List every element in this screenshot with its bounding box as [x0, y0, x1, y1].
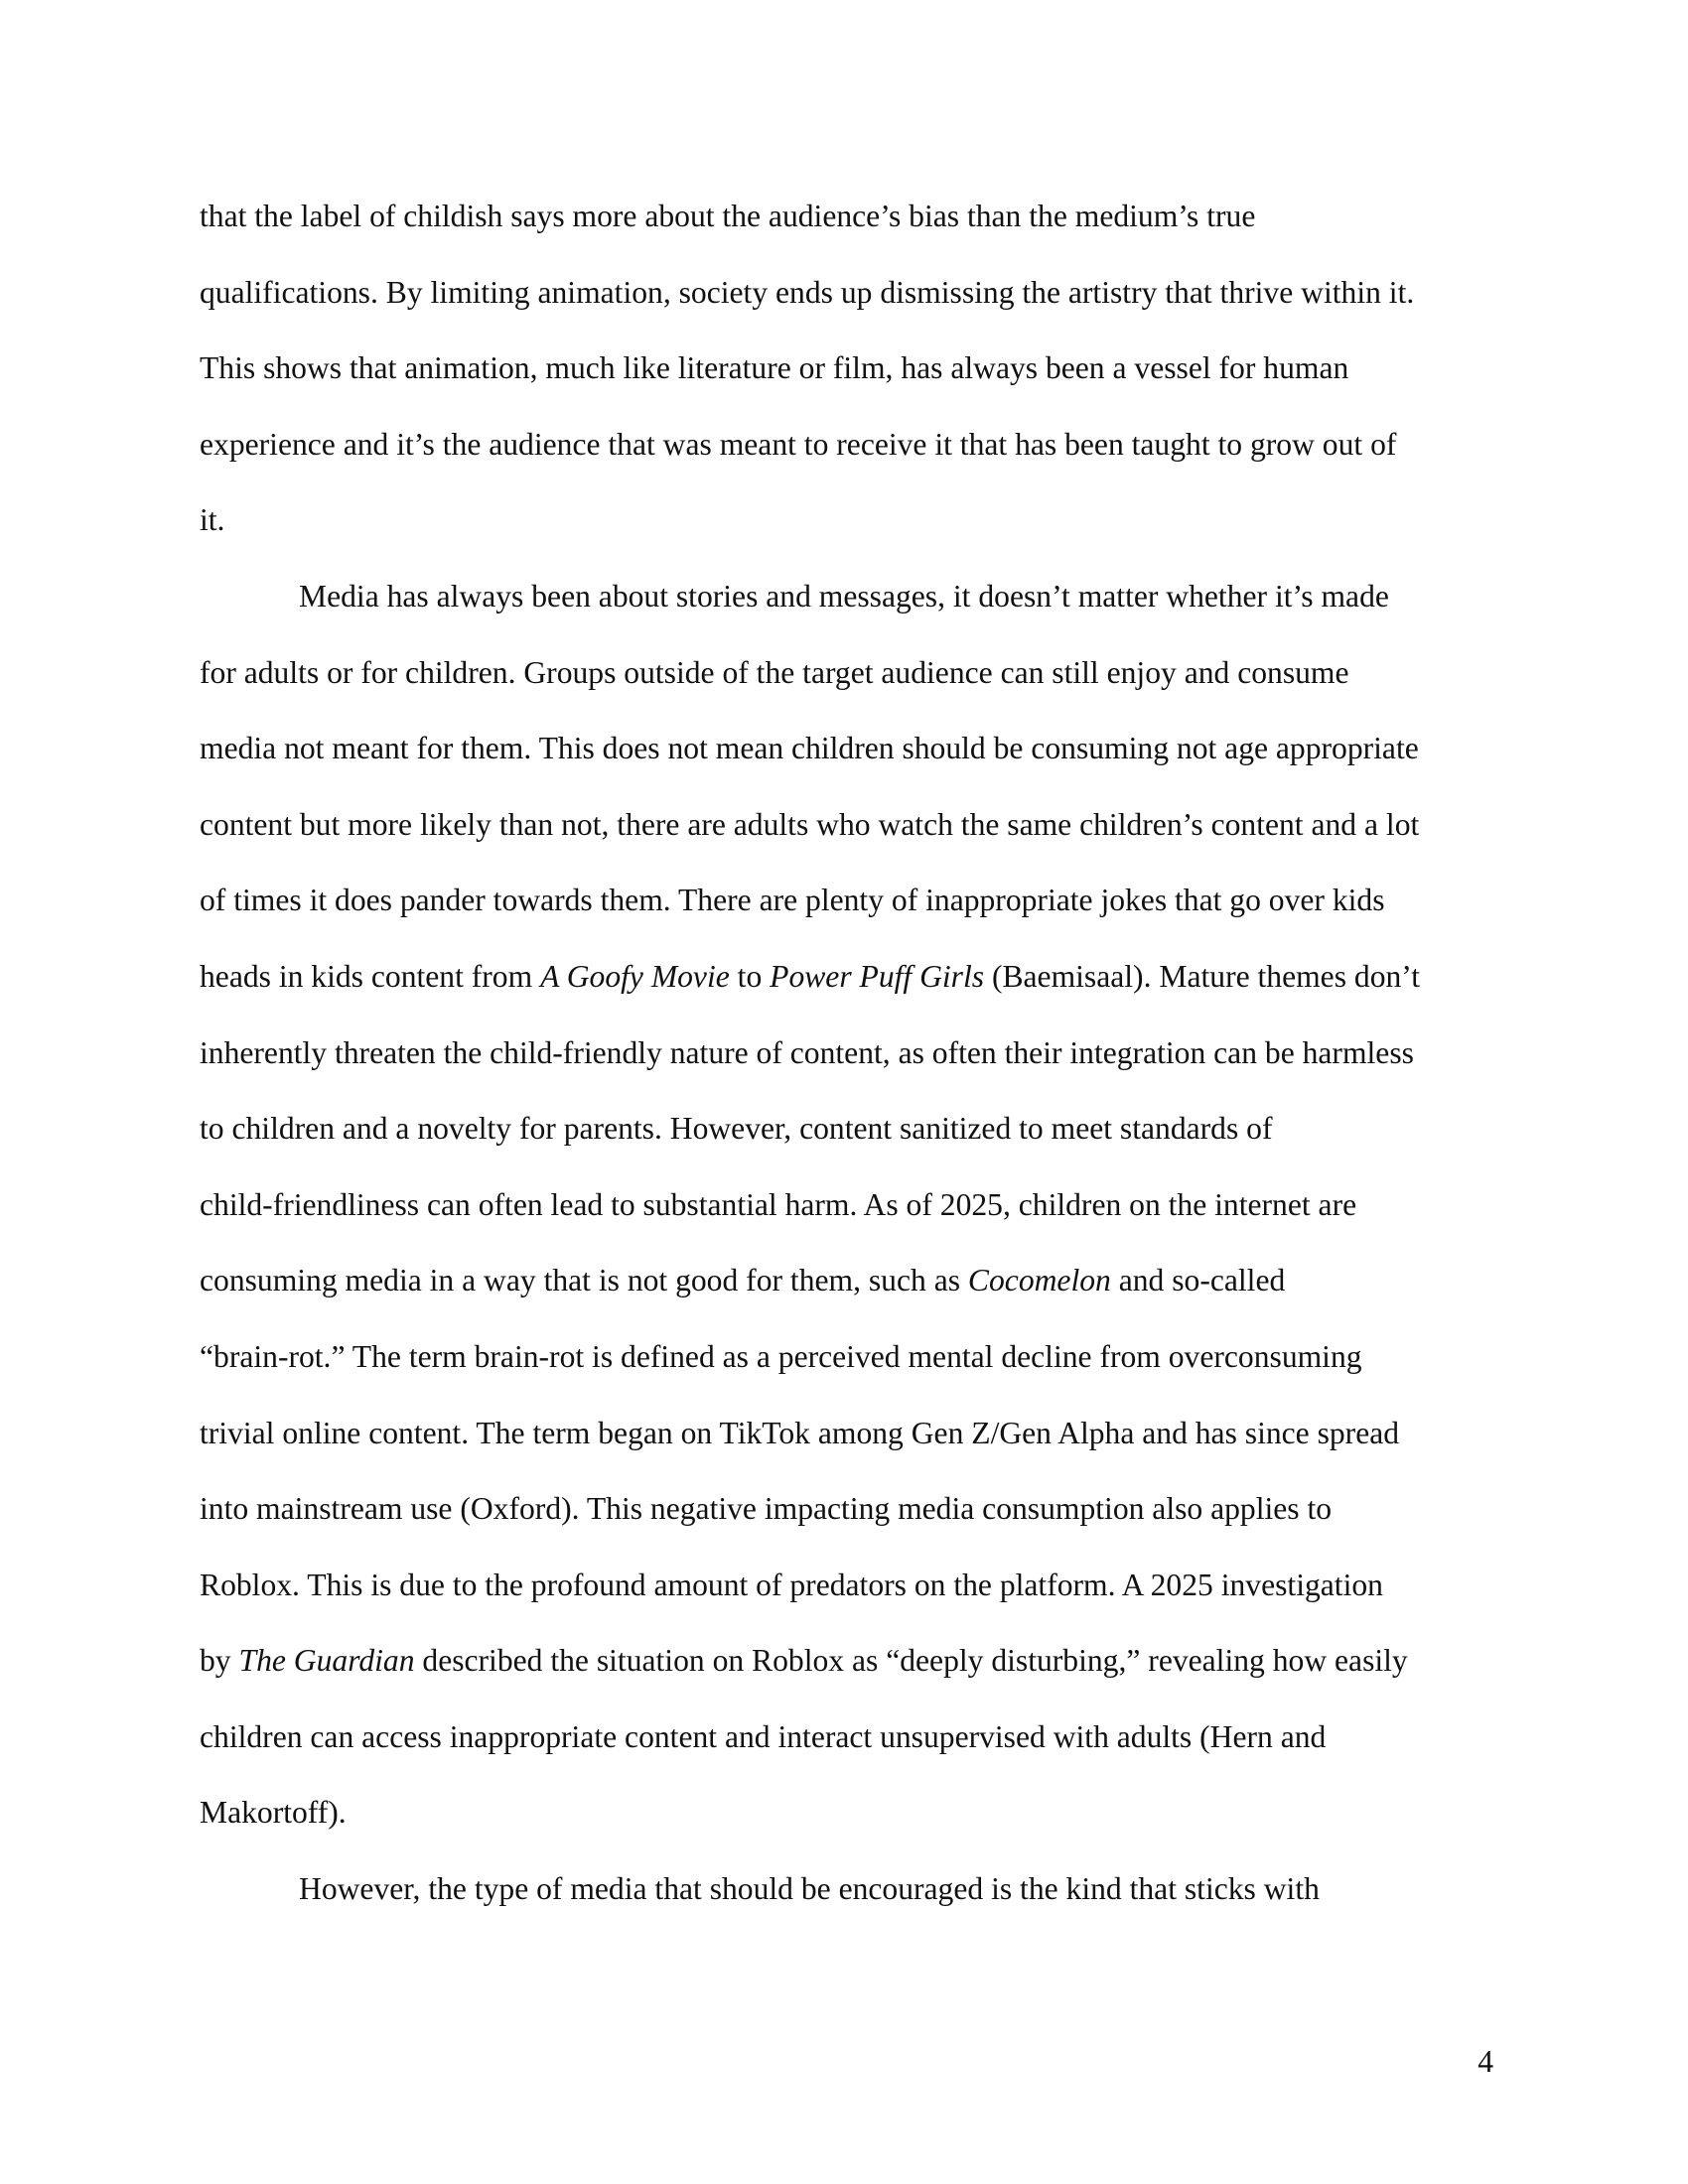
text-line: [200, 1016, 1495, 1092]
text-segment: and so-called: [1110, 1263, 1286, 1298]
text-line: [200, 1851, 1495, 1928]
italic-title-text: Power Puff Girls: [770, 958, 985, 994]
text-line: [200, 1319, 1495, 1396]
essay-body-text: [200, 179, 1495, 1928]
text-line: [200, 1700, 1495, 1776]
text-segment: child-friendliness can often lead to substantial harm. As of 2025, children on the internet are: [200, 1186, 1357, 1222]
text-segment: qualifications. By limiting animation, society ends up dismissing the artistry that thrive within it.: [200, 274, 1415, 310]
text-segment: it.: [200, 502, 225, 538]
text-segment: heads in kids content from: [200, 958, 541, 994]
text-line: [200, 1243, 1495, 1319]
text-segment: However, the type of media that should be encouraged is the kind that sticks with: [299, 1871, 1320, 1907]
text-line: [200, 1623, 1495, 1700]
text-line: [200, 711, 1495, 787]
text-segment: by: [200, 1643, 239, 1679]
text-line: [200, 331, 1495, 407]
text-segment: of times it does pander towards them. There are plenty of inappropriate jokes that go over kids: [200, 883, 1385, 918]
text-segment: (Baemisaal). Mature themes don’t: [984, 958, 1421, 994]
text-segment: that the label of childish says more about the audience’s bias than the medium’s true: [200, 199, 1256, 233]
text-segment: described the situation on Roblox as “deeply disturbing,” revealing how easily: [414, 1643, 1408, 1679]
text-line: [200, 787, 1495, 864]
italic-title-text: Cocomelon: [967, 1263, 1111, 1298]
text-segment: for adults or for children. Groups outside of the target audience can still enjoy and consume: [200, 654, 1349, 690]
text-line: [200, 559, 1495, 635]
text-line: [200, 255, 1495, 332]
text-segment: consuming media in a way that is not good for them, such as: [200, 1263, 968, 1298]
text-segment: to children and a novelty for parents. However, content sanitized to meet standards of: [200, 1111, 1273, 1147]
text-segment: “brain-rot.” The term brain-rot is defined as a perceived mental decline from overconsuming: [200, 1338, 1362, 1374]
italic-title-text: A Goofy Movie: [540, 958, 730, 994]
text-line: [200, 407, 1495, 483]
text-line: [200, 1396, 1495, 1472]
text-line: [200, 863, 1495, 939]
italic-title-text: The Guardian: [238, 1643, 415, 1679]
text-line: [200, 939, 1495, 1016]
text-segment: trivial online content. The term began on TikTok among Gen Z/Gen Alpha and has since spread: [200, 1415, 1400, 1450]
text-segment: Media has always been about stories and messages, it doesn’t matter whether it’s made: [299, 578, 1389, 614]
text-segment: into mainstream use (Oxford). This negative impacting media consumption also applies to: [200, 1491, 1333, 1527]
text-segment: content but more likely than not, there are adults who watch the same children’s content and a lot: [200, 806, 1420, 842]
page-number: 4: [1477, 2044, 1493, 2079]
text-line: [200, 1471, 1495, 1548]
text-line: [200, 635, 1495, 712]
text-segment: Roblox. This is due to the profound amount of predators on the platform. A 2025 investigation: [200, 1567, 1383, 1602]
text-line: [200, 1167, 1495, 1244]
text-line: [200, 1775, 1495, 1851]
text-segment: children can access inappropriate content and interact unsupervised with adults (Hern and: [200, 1718, 1327, 1754]
text-segment: media not meant for them. This does not mean children should be consuming not age appropriate: [200, 731, 1419, 766]
text-segment: experience and it’s the audience that was meant to receive it that has been taught to grow out of: [200, 426, 1397, 462]
text-segment: Makortoff).: [200, 1795, 347, 1831]
text-line: [200, 179, 1495, 255]
text-line: [200, 482, 1495, 559]
text-segment: inherently threaten the child-friendly nature of content, as often their integration can be harmless: [200, 1034, 1414, 1070]
text-line: [200, 1548, 1495, 1624]
text-segment: to: [729, 958, 771, 994]
text-segment: This shows that animation, much like literature or film, has always been a vessel for human: [200, 350, 1349, 386]
text-line: [200, 1091, 1495, 1167]
